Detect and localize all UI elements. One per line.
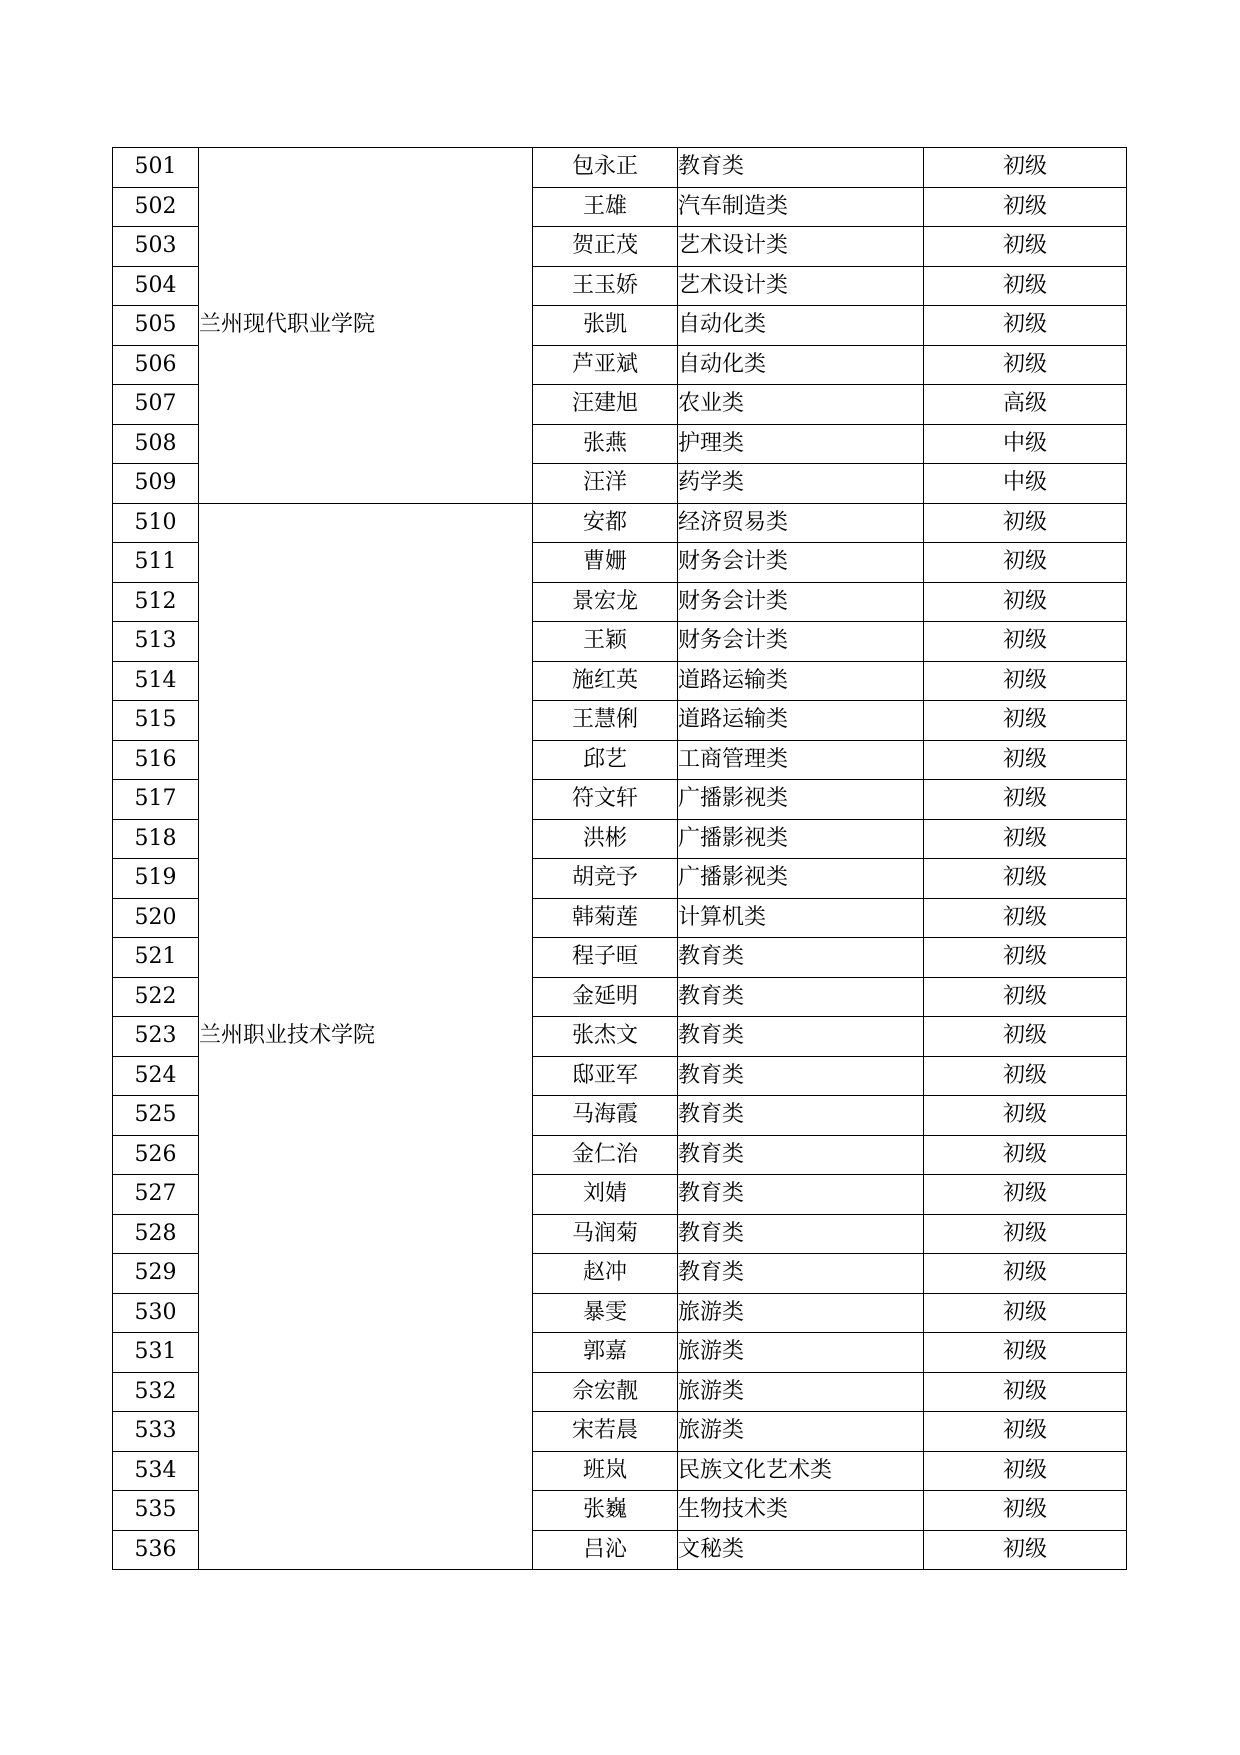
row-number: 532 <box>113 1372 199 1412</box>
title-level: 初级 <box>924 187 1127 227</box>
roster-table-body <box>113 148 1127 1570</box>
row-number: 505 <box>113 306 199 346</box>
title-level: 初级 <box>924 1412 1127 1452</box>
major-category: 自动化类 <box>678 306 924 346</box>
title-level: 初级 <box>924 622 1127 662</box>
row-number: 516 <box>113 740 199 780</box>
title-level: 初级 <box>924 1135 1127 1175</box>
person-name: 施红英 <box>533 661 678 701</box>
row-number: 508 <box>113 424 199 464</box>
row-number: 527 <box>113 1175 199 1215</box>
person-name: 金仁治 <box>533 1135 678 1175</box>
person-name: 吕沁 <box>533 1530 678 1570</box>
title-level: 初级 <box>924 266 1127 306</box>
major-category: 计算机类 <box>678 898 924 938</box>
row-number: 504 <box>113 266 199 306</box>
title-level: 初级 <box>924 1017 1127 1057</box>
row-number: 522 <box>113 977 199 1017</box>
row-number: 525 <box>113 1096 199 1136</box>
person-name: 贺正茂 <box>533 227 678 267</box>
title-level: 初级 <box>924 148 1127 188</box>
row-number: 528 <box>113 1214 199 1254</box>
person-name: 赵冲 <box>533 1254 678 1294</box>
title-level: 初级 <box>924 780 1127 820</box>
person-name: 金延明 <box>533 977 678 1017</box>
row-number: 514 <box>113 661 199 701</box>
major-category: 工商管理类 <box>678 740 924 780</box>
row-number: 526 <box>113 1135 199 1175</box>
major-category: 教育类 <box>678 1017 924 1057</box>
row-number: 515 <box>113 701 199 741</box>
title-level: 初级 <box>924 1451 1127 1491</box>
row-number: 519 <box>113 859 199 899</box>
person-name: 汪建旭 <box>533 385 678 425</box>
row-number: 523 <box>113 1017 199 1057</box>
person-name: 佘宏靓 <box>533 1372 678 1412</box>
person-name: 包永正 <box>533 148 678 188</box>
major-category: 农业类 <box>678 385 924 425</box>
person-name: 马润菊 <box>533 1214 678 1254</box>
major-category: 旅游类 <box>678 1293 924 1333</box>
row-number: 501 <box>113 148 199 188</box>
row-number: 502 <box>113 187 199 227</box>
major-category: 教育类 <box>678 1056 924 1096</box>
title-level: 初级 <box>924 582 1127 622</box>
title-level: 初级 <box>924 1096 1127 1136</box>
major-category: 艺术设计类 <box>678 266 924 306</box>
person-name: 景宏龙 <box>533 582 678 622</box>
title-level: 初级 <box>924 819 1127 859</box>
title-level: 初级 <box>924 701 1127 741</box>
person-name: 王颖 <box>533 622 678 662</box>
person-name: 张巍 <box>533 1491 678 1531</box>
title-level: 初级 <box>924 1530 1127 1570</box>
major-category: 道路运输类 <box>678 701 924 741</box>
person-name: 程子晅 <box>533 938 678 978</box>
row-number: 512 <box>113 582 199 622</box>
person-name: 芦亚斌 <box>533 345 678 385</box>
title-level: 初级 <box>924 1293 1127 1333</box>
title-level: 初级 <box>924 1491 1127 1531</box>
title-level: 初级 <box>924 306 1127 346</box>
title-level: 初级 <box>924 740 1127 780</box>
title-level: 初级 <box>924 1175 1127 1215</box>
row-number: 510 <box>113 503 199 543</box>
major-category: 财务会计类 <box>678 622 924 662</box>
major-category: 道路运输类 <box>678 661 924 701</box>
person-name: 刘婧 <box>533 1175 678 1215</box>
major-category: 教育类 <box>678 938 924 978</box>
person-name: 张杰文 <box>533 1017 678 1057</box>
school-name: 兰州职业技术学院 <box>199 503 533 1570</box>
person-name: 马海霞 <box>533 1096 678 1136</box>
row-number: 536 <box>113 1530 199 1570</box>
title-level: 初级 <box>924 1214 1127 1254</box>
major-category: 教育类 <box>678 148 924 188</box>
title-level: 初级 <box>924 503 1127 543</box>
roster-table <box>112 147 1127 1570</box>
title-level: 初级 <box>924 1254 1127 1294</box>
table-row <box>113 148 1127 188</box>
major-category: 财务会计类 <box>678 543 924 583</box>
major-category: 艺术设计类 <box>678 227 924 267</box>
title-level: 初级 <box>924 1333 1127 1373</box>
title-level: 初级 <box>924 859 1127 899</box>
major-category: 教育类 <box>678 1135 924 1175</box>
title-level: 高级 <box>924 385 1127 425</box>
school-name: 兰州现代职业学院 <box>199 148 533 504</box>
major-category: 生物技术类 <box>678 1491 924 1531</box>
row-number: 530 <box>113 1293 199 1333</box>
row-number: 507 <box>113 385 199 425</box>
person-name: 王慧俐 <box>533 701 678 741</box>
major-category: 教育类 <box>678 977 924 1017</box>
row-number: 513 <box>113 622 199 662</box>
person-name: 宋若晨 <box>533 1412 678 1452</box>
major-category: 广播影视类 <box>678 859 924 899</box>
title-level: 中级 <box>924 464 1127 504</box>
title-level: 初级 <box>924 1056 1127 1096</box>
person-name: 胡竞予 <box>533 859 678 899</box>
row-number: 534 <box>113 1451 199 1491</box>
major-category: 自动化类 <box>678 345 924 385</box>
title-level: 初级 <box>924 898 1127 938</box>
title-level: 初级 <box>924 227 1127 267</box>
title-level: 初级 <box>924 543 1127 583</box>
person-name: 韩菊莲 <box>533 898 678 938</box>
person-name: 张燕 <box>533 424 678 464</box>
title-level: 初级 <box>924 345 1127 385</box>
major-category: 文秘类 <box>678 1530 924 1570</box>
major-category: 财务会计类 <box>678 582 924 622</box>
person-name: 王雄 <box>533 187 678 227</box>
major-category: 护理类 <box>678 424 924 464</box>
major-category: 旅游类 <box>678 1333 924 1373</box>
title-level: 初级 <box>924 938 1127 978</box>
major-category: 广播影视类 <box>678 780 924 820</box>
row-number: 517 <box>113 780 199 820</box>
major-category: 汽车制造类 <box>678 187 924 227</box>
major-category: 民族文化艺术类 <box>678 1451 924 1491</box>
person-name: 邸亚军 <box>533 1056 678 1096</box>
major-category: 药学类 <box>678 464 924 504</box>
row-number: 521 <box>113 938 199 978</box>
title-level: 初级 <box>924 1372 1127 1412</box>
person-name: 邱艺 <box>533 740 678 780</box>
row-number: 531 <box>113 1333 199 1373</box>
person-name: 洪彬 <box>533 819 678 859</box>
major-category: 教育类 <box>678 1096 924 1136</box>
major-category: 教育类 <box>678 1254 924 1294</box>
person-name: 曹姗 <box>533 543 678 583</box>
row-number: 529 <box>113 1254 199 1294</box>
person-name: 王玉娇 <box>533 266 678 306</box>
row-number: 511 <box>113 543 199 583</box>
person-name: 张凯 <box>533 306 678 346</box>
title-level: 初级 <box>924 977 1127 1017</box>
person-name: 暴雯 <box>533 1293 678 1333</box>
row-number: 506 <box>113 345 199 385</box>
major-category: 旅游类 <box>678 1412 924 1452</box>
person-name: 班岚 <box>533 1451 678 1491</box>
major-category: 教育类 <box>678 1175 924 1215</box>
person-name: 安都 <box>533 503 678 543</box>
person-name: 郭嘉 <box>533 1333 678 1373</box>
major-category: 广播影视类 <box>678 819 924 859</box>
major-category: 旅游类 <box>678 1372 924 1412</box>
row-number: 535 <box>113 1491 199 1531</box>
person-name: 汪洋 <box>533 464 678 504</box>
table-row <box>113 503 1127 543</box>
row-number: 503 <box>113 227 199 267</box>
row-number: 509 <box>113 464 199 504</box>
row-number: 533 <box>113 1412 199 1452</box>
row-number: 524 <box>113 1056 199 1096</box>
person-name: 符文轩 <box>533 780 678 820</box>
row-number: 518 <box>113 819 199 859</box>
major-category: 教育类 <box>678 1214 924 1254</box>
title-level: 中级 <box>924 424 1127 464</box>
major-category: 经济贸易类 <box>678 503 924 543</box>
title-level: 初级 <box>924 661 1127 701</box>
row-number: 520 <box>113 898 199 938</box>
